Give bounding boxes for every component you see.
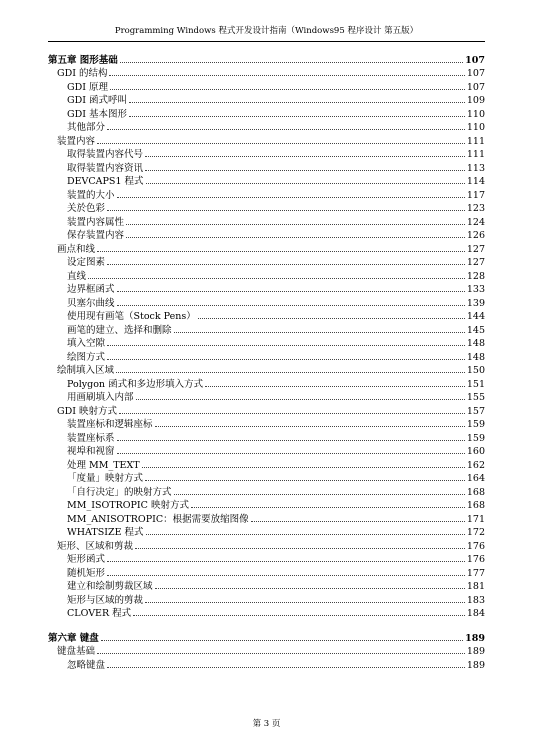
toc-entry-page: 128 xyxy=(466,270,485,282)
dot-leader xyxy=(126,236,465,238)
toc-entry-title: 「度量」映射方式 xyxy=(67,473,144,484)
dot-leader xyxy=(107,344,465,346)
dot-leader xyxy=(155,425,465,427)
toc-entry-title: WHATSIZE 程式 xyxy=(67,527,144,538)
toc-entry[interactable] xyxy=(48,282,485,296)
toc-entry-title: 绘制填入区域 xyxy=(57,365,115,376)
toc-entry-title: GDI 基本图形 xyxy=(67,108,127,120)
toc-entry[interactable] xyxy=(48,106,485,120)
dot-leader xyxy=(133,614,465,616)
toc-entry-title: 取得装置内容代号 xyxy=(67,149,144,160)
toc-entry-page: 159 xyxy=(466,432,485,444)
toc-entry-page: 127 xyxy=(466,257,485,268)
toc-entry-page: 181 xyxy=(466,581,485,592)
page-header: Programming Windows 程式开发设计指南（Windows95 程序设计 第五版） xyxy=(114,26,419,36)
toc-entry-title: GDI 原理 xyxy=(67,81,108,93)
dot-leader xyxy=(145,155,465,157)
toc-entry-title: Polygon 函式和多边形填入方式 xyxy=(67,378,204,390)
toc-entry-title: 第五章 图形基础 xyxy=(48,54,118,66)
toc-entry-page: 124 xyxy=(466,216,485,228)
toc-entry-title: CLOVER 程式 xyxy=(67,608,132,619)
toc-entry-title: MM_ANISOTROPIC：根据需要放缩图像 xyxy=(67,513,249,525)
toc-entry[interactable] xyxy=(48,644,485,658)
toc-entry-page: 110 xyxy=(466,108,485,120)
toc-entry-page: 151 xyxy=(466,378,485,390)
toc-entry-title: 随机矩形 xyxy=(67,567,106,579)
toc-entry[interactable] xyxy=(48,255,485,269)
toc-entry[interactable] xyxy=(48,268,485,282)
toc-entry-page: 127 xyxy=(466,243,485,255)
toc-entry[interactable] xyxy=(48,390,485,404)
toc-entry[interactable] xyxy=(48,322,485,336)
toc-entry-title: 直线 xyxy=(67,270,87,282)
toc-entry-page: 107 xyxy=(466,68,485,79)
toc-entry-title: 装置的大小 xyxy=(67,189,115,201)
dot-leader xyxy=(119,412,465,414)
dot-leader xyxy=(117,439,465,441)
toc-entry-title: 贝塞尔曲线 xyxy=(67,297,115,309)
dot-leader xyxy=(101,639,463,641)
toc-entry[interactable] xyxy=(48,228,485,242)
dot-leader xyxy=(97,142,465,144)
toc-entry-page: 114 xyxy=(466,176,485,187)
toc-entry[interactable] xyxy=(48,201,485,215)
toc-entry-title: 装置内容 xyxy=(57,135,96,147)
dot-leader xyxy=(129,115,465,117)
toc-entry-title: 忽略键盘 xyxy=(67,659,106,671)
toc-entry-title: 设定图素 xyxy=(67,257,106,268)
table-of-contents xyxy=(48,52,485,671)
dot-leader xyxy=(116,371,465,373)
toc-entry[interactable] xyxy=(48,498,485,512)
toc-entry-title: 使用现有画笔（Stock Pens） xyxy=(67,311,196,322)
toc-entry-page: 107 xyxy=(465,54,485,66)
toc-entry-title: 填入空隙 xyxy=(67,338,106,349)
dot-leader xyxy=(107,666,465,668)
toc-entry[interactable] xyxy=(48,565,485,579)
chapter-gap xyxy=(48,619,485,630)
toc-entry-title: MM_ISOTROPIC 映射方式 xyxy=(67,500,189,511)
toc-entry[interactable] xyxy=(48,66,485,80)
dot-leader xyxy=(120,61,463,63)
toc-entry-page: 177 xyxy=(466,567,485,579)
toc-chapter-entry[interactable] xyxy=(48,52,485,66)
dot-leader xyxy=(174,331,465,333)
toc-entry[interactable] xyxy=(48,417,485,431)
toc-entry-page: 189 xyxy=(465,632,485,644)
dot-leader xyxy=(117,290,465,292)
toc-entry[interactable] xyxy=(48,471,485,485)
toc-entry-page: 123 xyxy=(466,203,485,214)
toc-entry[interactable] xyxy=(48,120,485,134)
dot-leader xyxy=(117,304,465,306)
toc-entry[interactable] xyxy=(48,592,485,606)
dot-leader xyxy=(109,74,464,76)
toc-entry[interactable] xyxy=(48,511,485,525)
toc-entry[interactable] xyxy=(48,403,485,417)
dot-leader xyxy=(107,560,465,562)
toc-entry[interactable] xyxy=(48,484,485,498)
toc-entry-page: 148 xyxy=(466,338,485,349)
toc-entry[interactable] xyxy=(48,147,485,161)
toc-entry-page: 157 xyxy=(466,405,485,417)
toc-entry[interactable] xyxy=(48,538,485,552)
toc-entry-page: 133 xyxy=(466,284,485,295)
toc-entry[interactable] xyxy=(48,349,485,363)
dot-leader xyxy=(88,277,465,279)
toc-entry-title: 装置座标系 xyxy=(67,432,115,444)
header-rule xyxy=(48,41,485,42)
toc-entry-page: 148 xyxy=(466,351,485,363)
dot-leader xyxy=(145,169,465,171)
toc-entry-page: 159 xyxy=(466,419,485,430)
dot-leader xyxy=(146,182,465,184)
toc-entry-title: 矩形、区域和剪裁 xyxy=(57,540,134,552)
dot-leader xyxy=(251,520,465,522)
toc-entry-title: GDI 的结构 xyxy=(57,68,108,79)
toc-entry-title: 装置内容属性 xyxy=(67,216,125,228)
toc-entry[interactable] xyxy=(48,241,485,255)
toc-entry[interactable] xyxy=(48,79,485,93)
dot-leader xyxy=(146,533,465,535)
toc-entry-page: 168 xyxy=(466,500,485,511)
toc-entry-title: 画笔的建立、选择和删除 xyxy=(67,324,172,336)
dot-leader xyxy=(107,209,465,211)
toc-entry-page: 111 xyxy=(466,149,485,160)
dot-leader xyxy=(107,358,465,360)
dot-leader xyxy=(97,250,465,252)
toc-entry-page: 189 xyxy=(466,659,485,671)
page-number-footer: 第 3 页 xyxy=(252,719,281,729)
toc-entry[interactable] xyxy=(48,657,485,671)
toc-entry[interactable] xyxy=(48,160,485,174)
toc-entry[interactable] xyxy=(48,336,485,350)
toc-entry-title: 关於色彩 xyxy=(67,203,106,214)
dot-leader xyxy=(110,88,465,90)
toc-entry-title: 矩形函式 xyxy=(67,554,106,565)
toc-entry-page: 144 xyxy=(466,311,485,322)
toc-entry-page: 113 xyxy=(466,162,485,174)
toc-entry[interactable] xyxy=(48,363,485,377)
toc-entry-page: 164 xyxy=(466,473,485,484)
toc-entry-page: 160 xyxy=(466,446,485,457)
toc-entry-page: 111 xyxy=(466,135,485,147)
dot-leader xyxy=(107,574,465,576)
toc-entry[interactable] xyxy=(48,295,485,309)
toc-entry[interactable] xyxy=(48,93,485,107)
toc-entry-page: 168 xyxy=(466,486,485,498)
toc-entry-page: 183 xyxy=(466,594,485,606)
dot-leader xyxy=(129,101,465,103)
toc-entry-page: 145 xyxy=(466,324,485,336)
dot-leader xyxy=(135,547,465,549)
toc-entry[interactable] xyxy=(48,457,485,471)
toc-entry-title: GDI 映射方式 xyxy=(57,405,117,417)
toc-entry-page: 171 xyxy=(466,513,485,525)
toc-entry-title: 其他部分 xyxy=(67,122,106,133)
dot-leader xyxy=(97,652,465,654)
toc-chapter-entry[interactable] xyxy=(48,630,485,644)
toc-entry-title: 用画刷填入内部 xyxy=(67,392,134,403)
dot-leader xyxy=(145,479,465,481)
toc-entry-page: 172 xyxy=(466,527,485,538)
toc-entry-page: 155 xyxy=(466,392,485,403)
dot-leader xyxy=(126,223,465,225)
toc-entry[interactable] xyxy=(48,187,485,201)
dot-leader xyxy=(142,466,465,468)
toc-entry-title: 画点和线 xyxy=(57,243,96,255)
toc-entry-title: 装置座标和逻辑座标 xyxy=(67,419,153,430)
toc-entry-title: 视埠和视窗 xyxy=(67,446,115,457)
toc-entry-page: 107 xyxy=(466,81,485,93)
dot-leader xyxy=(107,128,465,130)
toc-entry-page: 176 xyxy=(466,540,485,552)
toc-entry-title: 取得装置内容资讯 xyxy=(67,162,144,174)
toc-entry-page: 150 xyxy=(466,365,485,376)
toc-entry[interactable] xyxy=(48,174,485,188)
toc-entry-page: 176 xyxy=(466,554,485,565)
toc-entry[interactable] xyxy=(48,552,485,566)
dot-leader xyxy=(205,385,465,387)
toc-entry-title: 建立和绘制剪裁区域 xyxy=(67,581,153,592)
toc-entry-title: 绘图方式 xyxy=(67,351,106,363)
dot-leader xyxy=(145,601,465,603)
toc-entry-title: 处理 MM_TEXT xyxy=(67,459,140,471)
toc-entry-title: 键盘基础 xyxy=(57,646,96,657)
toc-entry[interactable] xyxy=(48,579,485,593)
dot-leader xyxy=(107,263,465,265)
toc-entry-page: 109 xyxy=(466,95,485,106)
toc-entry[interactable] xyxy=(48,444,485,458)
toc-entry[interactable] xyxy=(48,430,485,444)
toc-entry[interactable] xyxy=(48,214,485,228)
toc-entry-title: 边界框函式 xyxy=(67,284,115,295)
toc-entry-title: 「自行决定」的映射方式 xyxy=(67,486,172,498)
toc-entry-page: 189 xyxy=(466,646,485,657)
toc-entry-page: 117 xyxy=(466,189,485,201)
toc-entry[interactable] xyxy=(48,606,485,620)
toc-entry-page: 184 xyxy=(466,608,485,619)
toc-entry[interactable] xyxy=(48,525,485,539)
toc-entry-title: 第六章 键盘 xyxy=(48,632,99,644)
dot-leader xyxy=(191,506,465,508)
dot-leader xyxy=(174,493,465,495)
toc-entry-title: 保存装置内容 xyxy=(67,230,125,241)
toc-entry[interactable] xyxy=(48,133,485,147)
dot-leader xyxy=(198,317,465,319)
toc-entry-page: 162 xyxy=(466,459,485,471)
toc-entry-title: GDI 函式呼叫 xyxy=(67,95,127,106)
toc-entry-page: 110 xyxy=(466,122,485,133)
toc-entry[interactable] xyxy=(48,309,485,323)
toc-entry-title: 矩形与区域的剪裁 xyxy=(67,594,144,606)
dot-leader xyxy=(117,196,465,198)
toc-entry-title: DEVCAPS1 程式 xyxy=(67,176,144,187)
toc-entry-page: 139 xyxy=(466,297,485,309)
dot-leader xyxy=(136,398,465,400)
toc-entry-page: 126 xyxy=(466,230,485,241)
toc-entry[interactable] xyxy=(48,376,485,390)
dot-leader xyxy=(155,587,465,589)
dot-leader xyxy=(117,452,465,454)
